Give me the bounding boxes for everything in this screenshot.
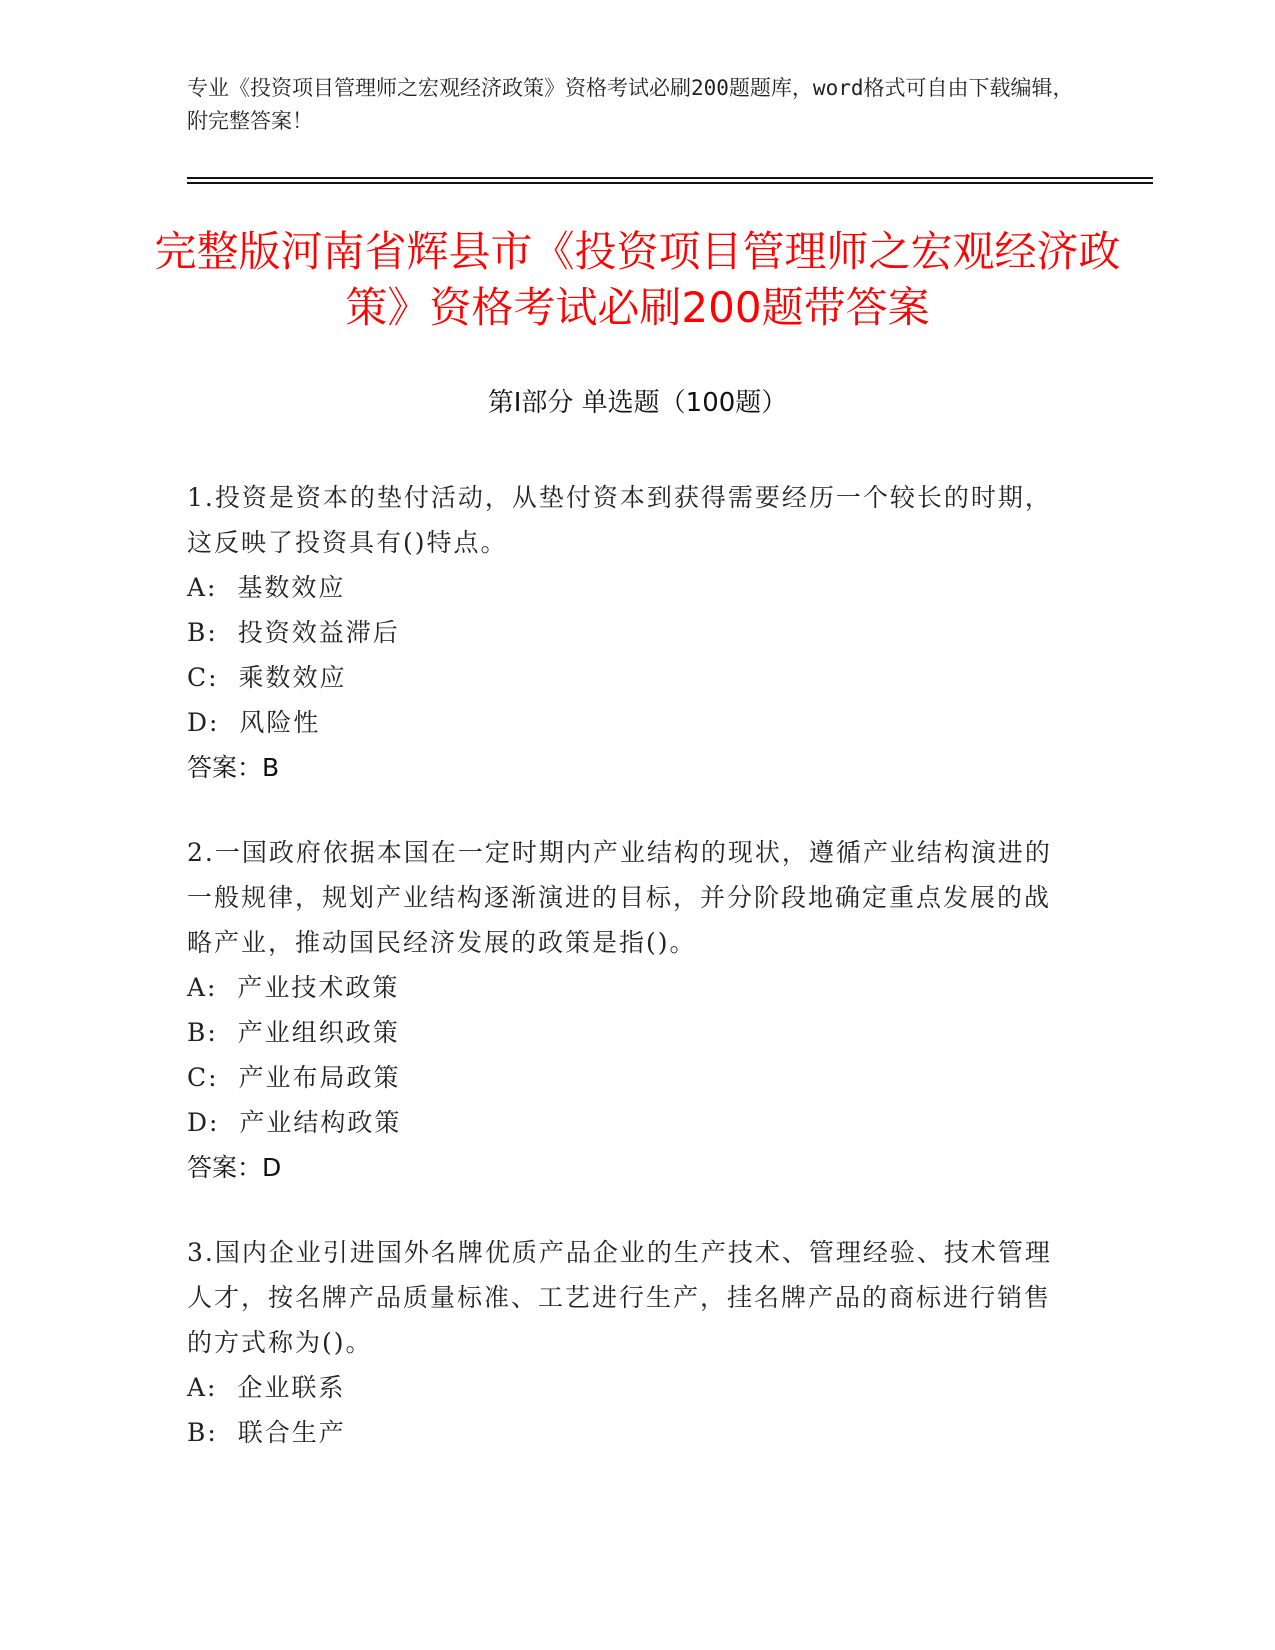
question-stem: 1.投资是资本的垫付活动，从垫付资本到获得需要经历一个较长的时期，这反映了投资具有()特点。 [187, 483, 1052, 557]
question-3 [187, 1230, 1067, 1455]
option-d: D: 风险性 [187, 708, 321, 737]
header-divider-bottom [187, 182, 1153, 184]
question-1 [187, 475, 1067, 790]
answer: 答案：D [187, 1153, 282, 1182]
question-2 [187, 830, 1067, 1190]
option-a: A: 企业联系 [187, 1373, 346, 1402]
question-stem: 3.国内企业引进国外名牌优质产品企业的生产技术、管理经验、技术管理人才，按名牌产品质量标准、工艺进行生产，挂名牌产品的商标进行销售的方式称为()。 [187, 1238, 1052, 1357]
option-d: D: 产业结构政策 [187, 1108, 402, 1137]
option-b: B: 投资效益滞后 [187, 618, 400, 647]
question-stem: 2.一国政府依据本国在一定时期内产业结构的现状，遵循产业结构演进的一般规律，规划产业结构逐渐演进的目标，并分阶段地确定重点发展的战略产业，推动国民经济发展的政策是指()。 [187, 838, 1052, 957]
header-divider-top [187, 177, 1153, 179]
option-a: A: 产业技术政策 [187, 973, 400, 1002]
option-b: B: 产业组织政策 [187, 1018, 400, 1047]
option-b: B: 联合生产 [187, 1418, 346, 1447]
document-title: 完整版河南省辉县市《投资项目管理师之宏观经济政策》资格考试必刷200题带答案 [154, 227, 1121, 332]
question-list [187, 475, 1067, 1495]
option-a: A: 基数效应 [187, 573, 346, 602]
option-c: C: 产业布局政策 [187, 1063, 401, 1092]
answer: 答案：B [187, 753, 280, 782]
header-note: 专业《投资项目管理师之宏观经济政策》资格考试必刷200题题库，word格式可自由下载编辑，附完整答案！ [187, 76, 1074, 133]
option-c: C: 乘数效应 [187, 663, 347, 692]
section-title: 第Ⅰ部分 单选题（100题） [487, 388, 788, 418]
